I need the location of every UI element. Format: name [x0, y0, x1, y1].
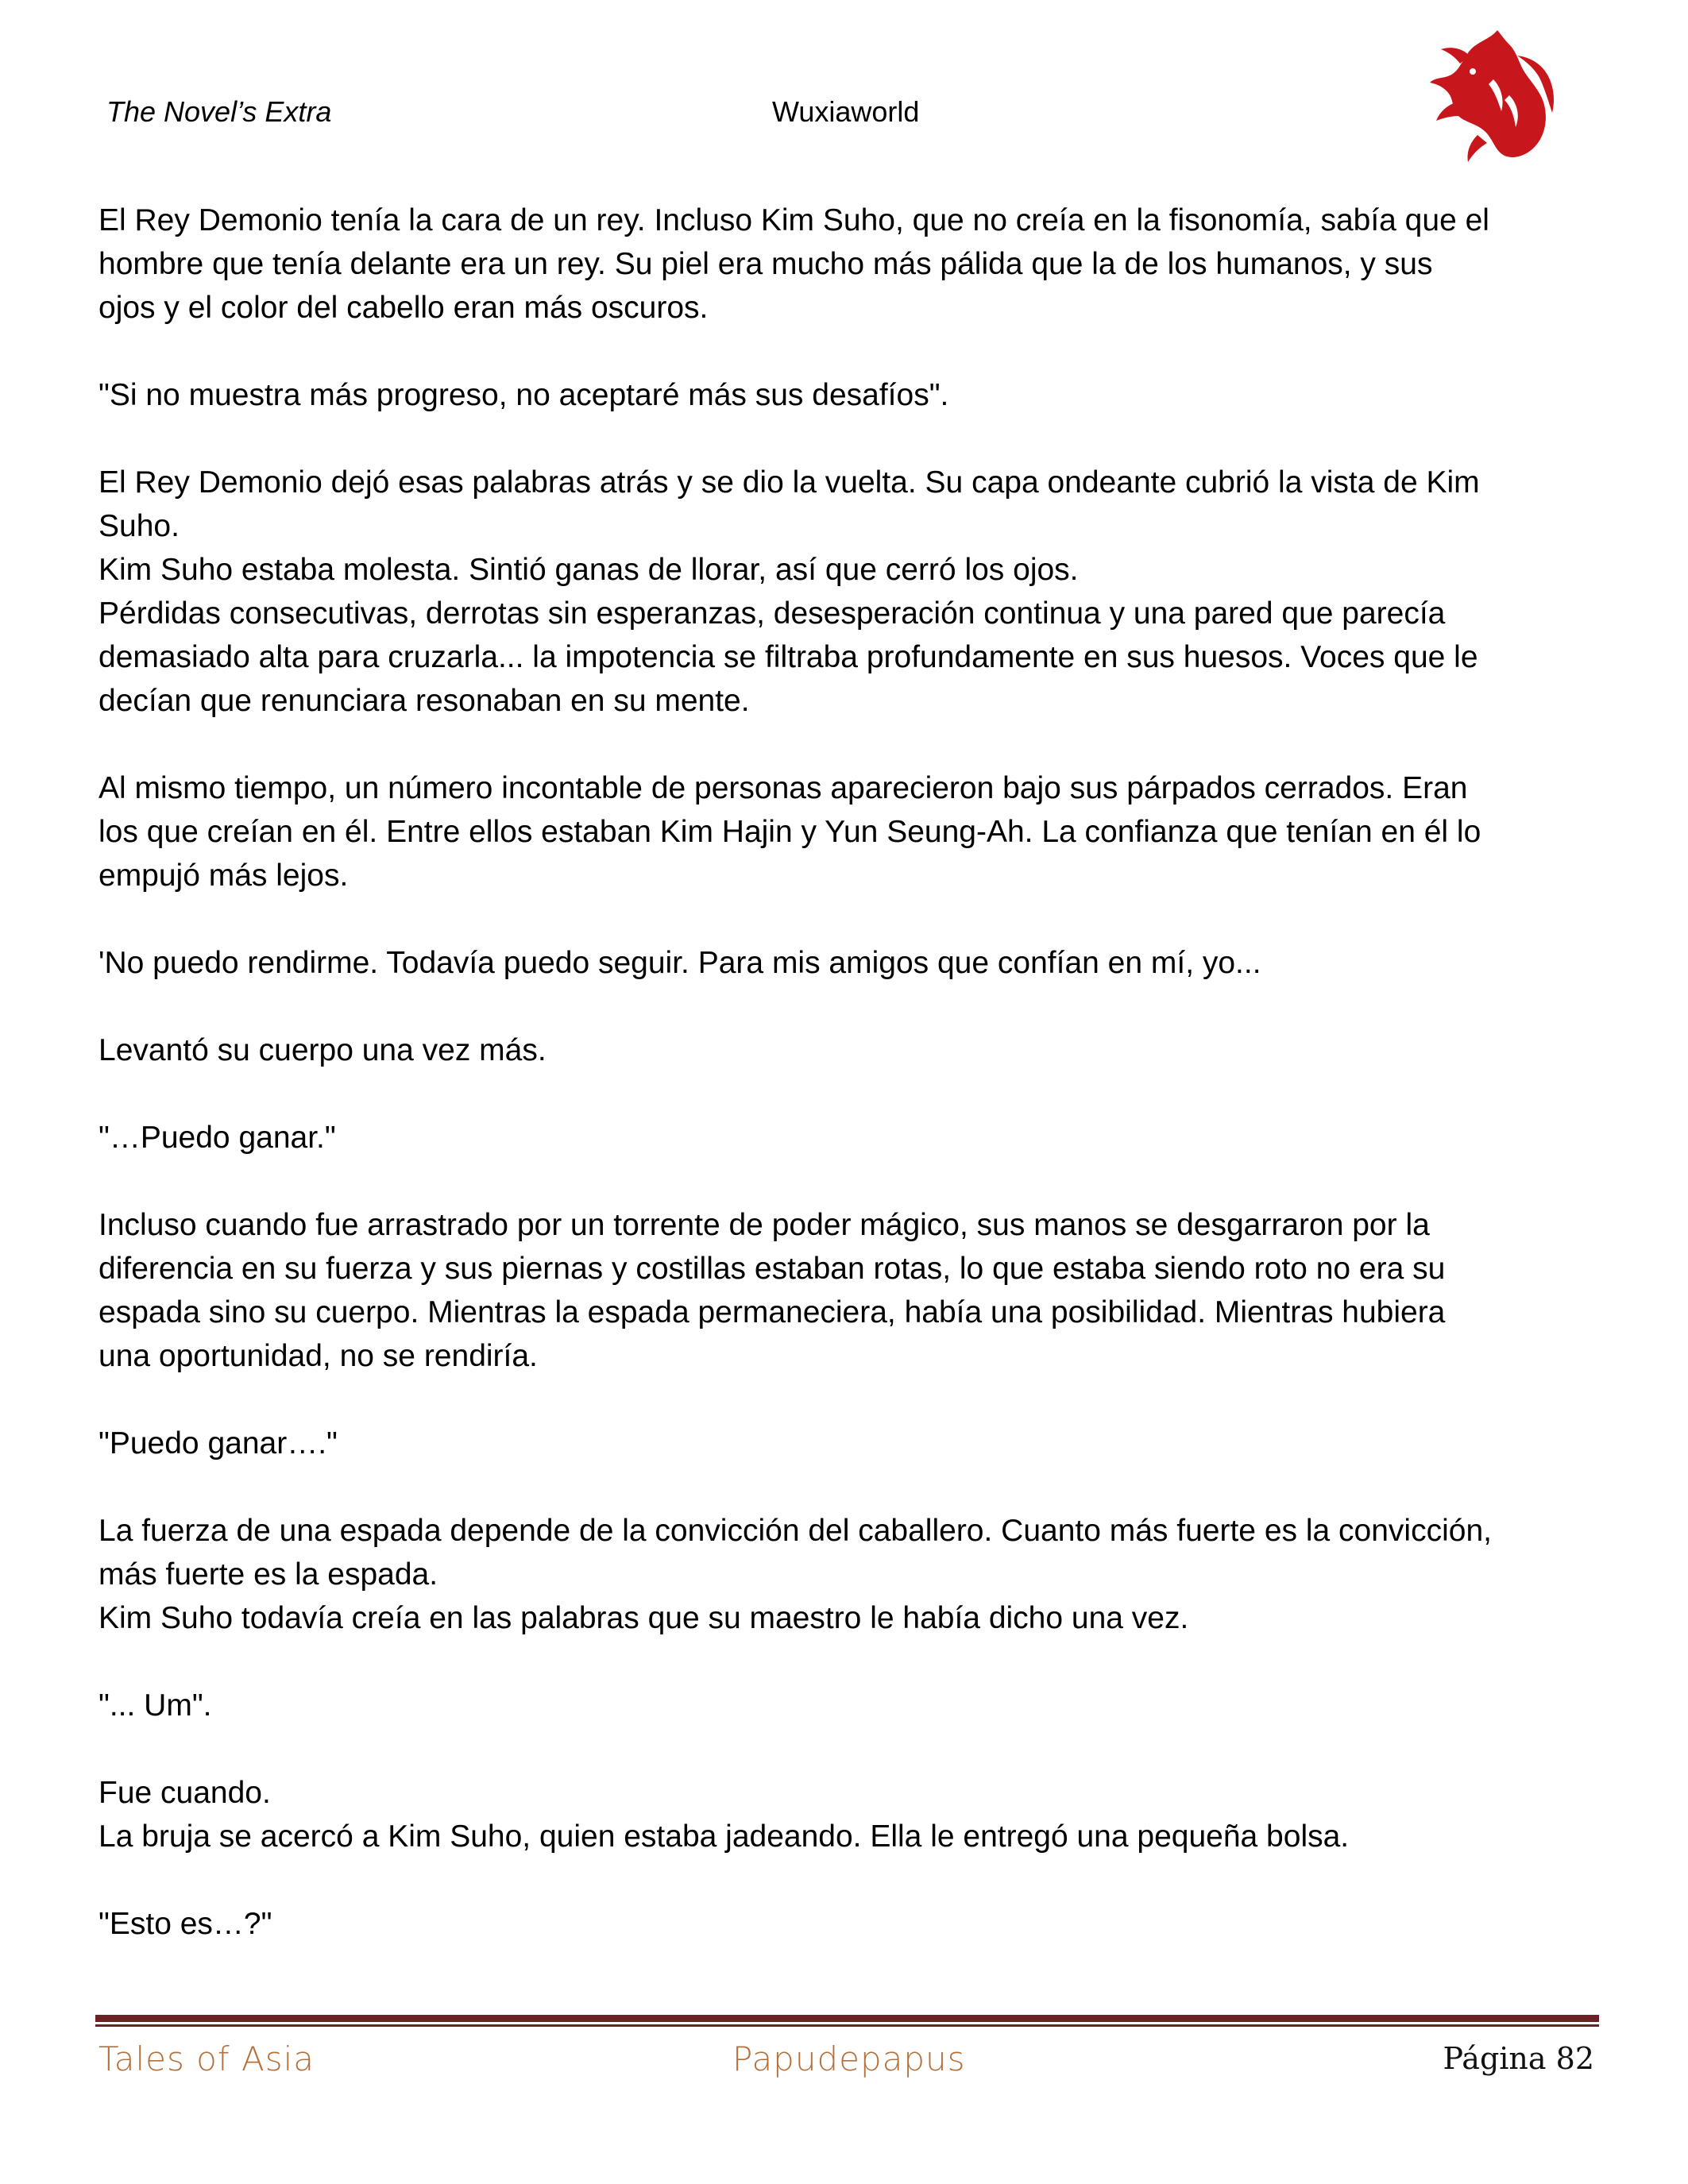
text-line: hombre que tenía delante era un rey. Su piel era mucho más pálida que la de los humanos, y sus: [98, 247, 1433, 281]
text-line: ojos y el color del cabello eran más oscuros.: [98, 291, 709, 325]
text-line: "…Puedo ganar.": [98, 1121, 336, 1155]
text-line: demasiado alta para cruzarla... la impotencia se filtraba profundamente en sus huesos. Voces que le: [98, 640, 1478, 674]
text-line: "Si no muestra más progreso, no aceptaré más sus desafíos".: [98, 378, 949, 412]
paragraph: [98, 1509, 1600, 1640]
text-line: La bruja se acercó a Kim Suho, quien estaba jadeando. Ella le entregó una pequeña bolsa.: [98, 1819, 1350, 1854]
text-line: Kim Suho estaba molesta. Sintió ganas de llorar, así que cerró los ojos.: [98, 553, 1079, 587]
text-line: Incluso cuando fue arrastrado por un torrente de poder mágico, sus manos se desgarraron por la: [98, 1208, 1430, 1242]
paragraph: [98, 1028, 1600, 1072]
text-line: más fuerte es la espada.: [98, 1557, 438, 1592]
text-line: Levantó su cuerpo una vez más.: [98, 1033, 547, 1067]
text-line: Kim Suho todavía creía en las palabras que su maestro le había dicho una vez.: [98, 1601, 1189, 1635]
paragraph: [98, 461, 1600, 723]
footer-divider-thin: [95, 2024, 1599, 2027]
paragraph: [98, 1116, 1600, 1160]
footer-publisher: Tales of Asia: [98, 2039, 315, 2078]
header-site: Wuxiaworld: [772, 95, 920, 128]
footer-translator: Papudepapus: [732, 2039, 966, 2078]
paragraph: [98, 373, 1600, 417]
text-line: diferencia en su fuerza y sus piernas y costillas estaban rotas, lo que estaba siendo roto no era su: [98, 1252, 1446, 1286]
text-line: "Puedo ganar….": [98, 1426, 338, 1461]
text-line: espada sino su cuerpo. Mientras la espada permaneciera, había una posibilidad. Mientras hubiera: [98, 1295, 1446, 1329]
paragraph: [98, 941, 1600, 985]
text-line: Al mismo tiempo, un número incontable de personas aparecieron bajo sus párpados cerrados. Eran: [98, 771, 1468, 805]
text-line: Fue cuando.: [98, 1776, 271, 1810]
text-line: La fuerza de una espada depende de la convicción del caballero. Cuanto más fuerte es la convicción,: [98, 1514, 1492, 1548]
text-line: "... Um".: [98, 1688, 212, 1723]
text-line: Suho.: [98, 509, 180, 543]
text-line: los que creían en él. Entre ellos estaban Kim Hajin y Yun Seung-Ah. La confianza que tenían en él lo: [98, 815, 1481, 849]
text-line: Pérdidas consecutivas, derrotas sin esperanzas, desesperación continua y una pared que parecía: [98, 596, 1446, 631]
paragraph: [98, 1422, 1600, 1465]
paragraph: [98, 1902, 1600, 1946]
footer-divider: [95, 2015, 1599, 2022]
chapter-body: [98, 199, 1600, 1989]
text-line: empujó más lejos.: [98, 859, 349, 893]
paragraph: [98, 1684, 1600, 1727]
text-line: decían que renunciara resonaban en su mente.: [98, 684, 750, 718]
paragraph: [98, 1771, 1600, 1858]
header-book-title: The Novel’s Extra: [106, 95, 332, 128]
text-line: 'No puedo rendirme. Todavía puedo seguir. Para mis amigos que confían en mí, yo...: [98, 946, 1261, 980]
page-number: Página 82: [1443, 2041, 1594, 2076]
red-dragon-icon: [1422, 24, 1565, 191]
tales-of-asia-logo: [1422, 24, 1565, 191]
text-line: "Esto es…?": [98, 1907, 272, 1941]
text-line: una oportunidad, no se rendiría.: [98, 1339, 538, 1373]
paragraph: [98, 199, 1600, 330]
text-line: El Rey Demonio dejó esas palabras atrás y se dio la vuelta. Su capa ondeante cubrió la vista de Kim: [98, 465, 1480, 500]
paragraph: [98, 1203, 1600, 1378]
paragraph: [98, 766, 1600, 897]
text-line: El Rey Demonio tenía la cara de un rey. Incluso Kim Suho, que no creía en la fisonomía, sabía que el: [98, 203, 1489, 237]
